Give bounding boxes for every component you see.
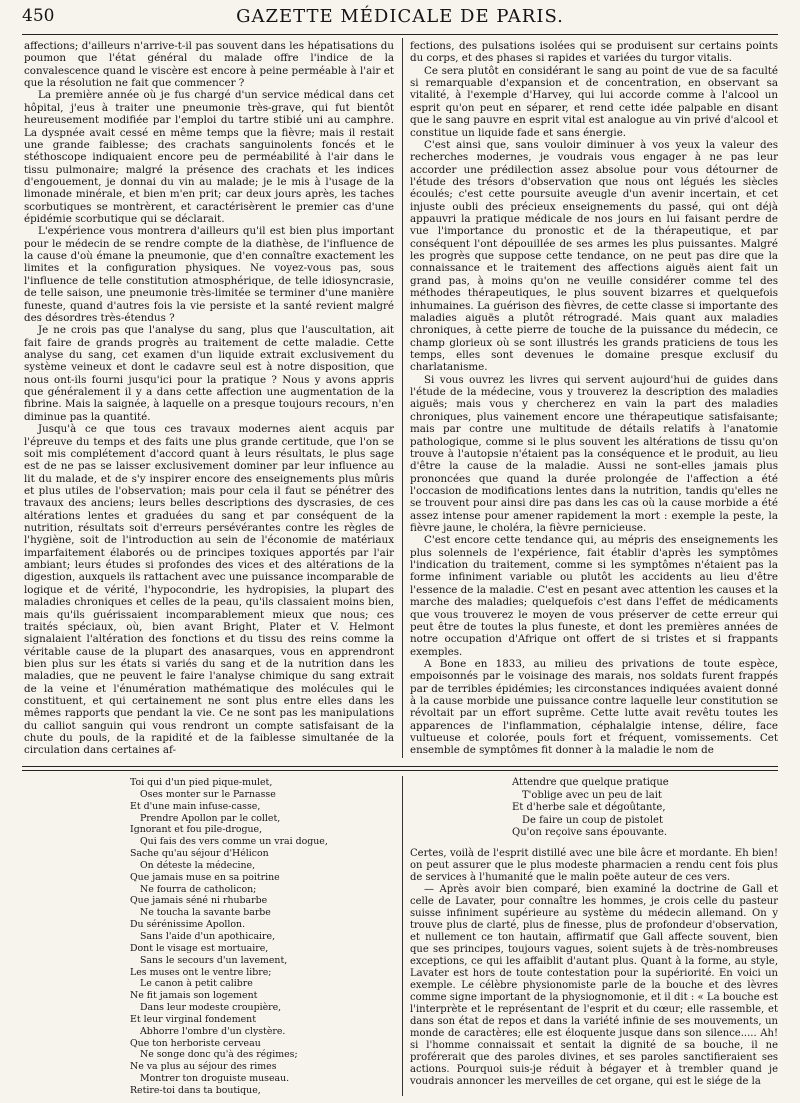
verse-line: Oses monter sur le Parnasse	[140, 788, 276, 800]
paragraph: La première année où je fus chargé d'un service médical dans cet hôpital, j'eus à traiter une pneumonie très-grave, qui fut bientôt heureusement modifiée par l'emploi du tartre stibié uni au camphre. La dyspnée avait cessé en même temps que la fièvre; mais il restait une grande faiblesse; des crachats sanguinolents foncés et le stéthoscope indiquaient encore peu de perméabilité à l'air dans le tissu pulmonaire; malgré la présence des crachats et les indices d'engouement, je donnai du vin au malade; je le mis à l'usage de la limonade minérale, et bien m'en prit; car deux jours après, les taches scorbutiques se montrèrent, et caractérisèrent le premier cas d'une épidémie scorbutique qui se déclarait.	[24, 89, 394, 226]
paragraph: — Après avoir bien comparé, bien examiné la doctrine de Gall et celle de Lavater, pour connaître les hommes, je crois celle du pasteur suisse infiniment supérieure au système du médecin allemand. On y trouve plus de clarté, plus de finesse, plus de profondeur d'observation, et nullement ce ton hautain, affirmatif que Gall affecte souvent, bien que ses principes, toujours vagues, soient sujets à de très-nombreuses exceptions, ce qui les affaiblit d'autant plus. Quant à la forme, au style, Lavater est hors de toute contestation pour la supériorité. En voici un exemple. Le célèbre physionomiste parle de la bouche et des lèvres comme signe important de la physiognomonie, et il dit : « La bouche est l'interprète et le représentant de l'esprit et du cœur; elle rassemble, et dans son état de repos et dans la variété infinie de ses mouvements, un monde de caractères; elle est éloquente jusque dans son silence..... Ah! si l'homme connaissait et sentait la dignité de sa bouche, il ne proférerait que des paroles divines, et ses paroles sanctifieraient ses actions. Pourquoi suis-je réduit à bégayer et à trembler quand je voudrais annoncer les merveilles de cet organe, qui est le siége de la	[410, 884, 778, 1087]
paragraph: Ce sera plutôt en considérant le sang au point de vue de sa faculté si remarquable d'expansion et de concentration, en observant sa vitalité, à l'exemple d'Harvey, qui lui accorde comme à l'alcool un esprit qu'on peut en séparer, et rend cette idée palpable en disant que le sang pauvre en esprit vital est analogue au vin privé d'alcool et constitue un liquide fade et sans énergie.	[410, 64, 778, 139]
verse-line: Que ton herboriste cerveau	[130, 1037, 261, 1049]
paragraph: Je ne crois pas que l'analyse du sang, plus que l'auscultation, ait fait faire de grands progrès au traitement de cette maladie. Cette analyse du sang, cet examen d'un liquide extrait exclusivement du système veineux et dont le cadavre seul est à notre disposition, que nous ont-ils fourni jusqu'ici pour la pratique ? Nous y avons appris que généralement il y a dans cette affection une augmentation de la fibrine. Mais la saignée, à laquelle on a presque toujours recours, n'en diminue pas la quantité.	[24, 324, 394, 423]
verse-line: Sans le secours d'un lavement,	[140, 954, 288, 966]
page-number: 450	[22, 6, 55, 26]
verse-line: Que jamais muse en sa poitrine	[130, 871, 280, 883]
verse-line: Du sérénissime Apollon.	[130, 919, 246, 931]
paragraph: affections; d'ailleurs n'arrive-t-il pas souvent dans les hépatisations du poumon que l'état général du malade offre l'indice de la convalescence quand le viscère est encore à peine perméable à l'air et que la résolution ne fait que commencer ?	[24, 40, 394, 90]
verse-line: Que jamais séné ni rhubarbe	[130, 895, 268, 907]
verse-line: Ne fit jamais son logement	[130, 990, 258, 1002]
paragraph: L'expérience vous montrera d'ailleurs qu'il est bien plus important pour le médecin de se rendre compte de la diathèse, de l'influence de la cause d'où émane la pneumonie, que d'en connaître exactement les limites et la configuration physiques. Ne voyez-vous pas, sous l'influence de telle constitution atmosphérique, de telle idiosyncrasie, de telle saison, une pneumonie très-limitée se terminer d'une manière funeste, quand d'autres fois la vie persiste et la santé revient malgré des désordres très-étendus ?	[24, 225, 394, 324]
feuilleton-rule-double	[22, 770, 778, 771]
poem-left-stanza	[130, 777, 390, 1097]
paragraph-text: fections, des pulsations isolées qui se produisent sur certains points du corps, et des phases si rapides et variées du turgor vitalis.	[410, 40, 778, 65]
paragraph: Jusqu'à ce que tous ces travaux modernes aient acquis par l'épreuve du temps et des faits une plus grande certitude, que l'on se soit mis complétement d'accord quant à leurs résultats, le plus sage est de ne pas se laisser exclusivement dominer par leur influence au lit du malade, et de s'y inspirer encore des enseignements plus mûris et plus utiles de l'observation; mais pour cela il faut se pénétrer des travaux des anciens; leurs belles descriptions des dyscrasies, de ces altérations lentes et graduées du sang et par conséquent de la nutrition, résultats soit d'erreurs persévérantes contre les règles de l'hygiène, soit de l'introduction au sein de l'économie de matériaux imparfaitement élaborés ou de principes toxiques apportés par l'air ambiant; leurs études si profondes des vices et des altérations de la digestion, auxquels ils rattachent avec une puissance incomparable de logique et de vérité, l'hypocondrie, les hydropisies, la plupart des maladies chroniques et celles de la peau, qu'ils classaient moins bien, mais qu'ils guérissaient incomparablement mieux que nous; ces traités spéciaux, où, bien avant Bright, Plater et V. Helmont signalaient l'altération des fonctions et du tissu des reins comme la véritable cause de la plupart des anasarques, vous en apprendront bien plus sur les états si variés du sang et de la nutrition dans les maladies, que ne peuvent le faire l'analyse chimique du sang extrait de la veine et l'énumération mathématique des molécules qui le constituent, et qui certainement ne sont plus entre elles dans les mêmes rapports que pendant la vie. Ce ne sont pas les manipulations du calliot sanguin qui vous rendront un compte satisfaisant de la chute du pouls, de la rapidité et de la faiblesse simultanée de la circulation dans certaines af-	[24, 423, 394, 757]
verse-line: Prendre Apollon par le collet,	[140, 812, 281, 824]
header-rule	[22, 34, 778, 35]
verse-line: T'oblige avec un peu de lait	[522, 789, 662, 801]
verse-line: Le canon à petit calibre	[140, 978, 253, 990]
feuilleton-rule-top	[22, 766, 778, 767]
article-left-column	[24, 40, 394, 757]
poem-right-stanza	[512, 777, 752, 840]
verse-line: Sache qu'au séjour d'Hélicon	[130, 848, 269, 860]
verse-line: Et d'herbe sale et dégoûtante,	[512, 802, 666, 814]
verse-line: Qui fais des vers comme un vrai dogue,	[140, 836, 328, 848]
verse-line: Qu'on reçoive sans épouvante.	[512, 827, 668, 839]
verse-line: Montrer ton droguiste museau.	[140, 1073, 290, 1085]
paragraph: C'est ainsi que, sans vouloir diminuer à vos yeux la valeur des recherches modernes, je voudrais vous engager à ne pas leur accorder une prédilection assez absolue pour vous détourner de l'étude des trésors d'observation que nous ont légués les siècles écoulés; c'est cette poursuite aveugle d'un avenir incertain, et cet injuste oubli des précieux enseignements du passé, qui ont déjà appauvri la pratique médicale de nos jours en lui faisant perdre de vue l'importance du pronostic et de la thérapeutique, et par conséquent l'ont dépouillée de ses armes les plus puissantes. Malgré les progrès que suppose cette tendance, on ne peut pas dire que la connaissance et le traitement des affections aiguës aient fait un grand pas, à moins qu'on ne veuille considérer comme tel des méthodes thérapeutiques, le plus souvent bizarres et quelquefois inhumaines. La guérison des fièvres, de cette classe si importante des maladies aiguës a plutôt rétrogradé. Mais quant aux maladies chroniques, à cette pierre de touche de la puissance du médecin, ce champ glorieux où se sont illustrés les grands praticiens de tous les temps, elles sont devenues le domaine presque exclusif du charlatanisme.	[410, 138, 778, 374]
verse-line: Les muses ont le ventre libre;	[130, 966, 272, 978]
verse-line: Sans l'aide d'un apothicaire,	[140, 930, 276, 942]
verse-line: Ignorant et fou pile-drogue,	[130, 824, 263, 836]
paragraph: Si vous ouvrez les livres qui servent aujourd'hui de guides dans l'étude de la médecine, vous y trouverez la description des maladies aiguës; mais vous y chercherez en vain la part des maladies chroniques, plus vainement encore une thérapeutique satisfaisante; mais par contre une multitude de détails relatifs à l'anatomie pathologique, comme si le plus souvent les altérations de tissu qu'on trouve à l'autopsie n'étaient pas la conséquence et le produit, au lieu d'être la cause de la maladie. Aussi ne sont-elles jamais plus prononcées que quand la durée prolongée de l'affection a été l'occasion de modifications lentes dans la nutrition, tandis qu'elles ne se trouvent pour ainsi dire pas dans les cas où la cause morbide a été assez intense pour amener rapidement la mort : exemple la peste, la fièvre jaune, le choléra, la fièvre pernicieuse.	[410, 373, 778, 535]
verse-line: Ne songe donc qu'à des régimes;	[140, 1049, 298, 1061]
article-right-column	[410, 40, 778, 757]
feuilleton-right-column	[410, 848, 778, 1088]
paragraph: Certes, voilà de l'esprit distillé avec une bile âcre et mordante. Eh bien! on peut assurer que le plus modeste pharmacien a rendu cent fois plus de services à l'humanité que le malin poëte auteur de ces vers.	[410, 848, 778, 883]
paragraph: A Bone en 1833, au milieu des privations de toute espèce, empoisonnés par le voisinage des marais, nos soldats furent frappés par de terribles épidémies; les circonstances indiquées avaient donné à la cause morbide une puissance contre laquelle leur constitution se révoltait par un effort suprême. Cette lutte avait revêtu toutes les apparences de l'inflammation, céphalalgie intense, délire, face vultueuse et colorée, pouls fort et fréquent, vomissements. Cet ensemble de symptômes fit donner à la maladie le nom de	[410, 657, 778, 757]
paragraph: C'est encore cette tendance qui, au mépris des enseignements les plus solennels de l'expérience, fait établir d'après les symptômes l'indication du traitement, comme si les symptômes n'étaient pas la forme infiniment variable ou plutôt les accidents au lieu d'être l'essence de la maladie. C'est en pesant avec attention les causes et la marche des maladies; quelquefois c'est dans l'effet de médicaments que vous trouverez le moyen de vous préserver de cette erreur qui peut être de toutes la plus funeste, et dont les premières années de notre occupation d'Afrique ont offert de si tristes et si frappants exemples.	[410, 534, 778, 658]
verse-line: Ne toucha la savante barbe	[140, 907, 271, 919]
verse-line: On déteste la médecine,	[140, 859, 256, 871]
verse-line: Attendre que quelque pratique	[512, 777, 669, 788]
feuilleton-column-divider	[402, 776, 403, 1096]
paragraph	[410, 40, 778, 65]
verse-line: Et d'une main infuse-casse,	[130, 800, 261, 812]
page-header	[22, 6, 778, 32]
verse-line: Retire-toi dans ta boutique,	[130, 1084, 261, 1096]
verse-line: Ne fourra de catholicon;	[140, 883, 257, 895]
journal-title: GAZETTE MÉDICALE DE PARIS.	[236, 6, 564, 27]
verse-line: Et leur virginal fondement	[130, 1013, 256, 1025]
verse-line: De faire un coup de pistolet	[522, 814, 663, 826]
column-divider	[402, 38, 403, 758]
verse-line: Ne va plus au séjour des rimes	[130, 1061, 277, 1073]
verse-line: Dont le visage est mortuaire,	[130, 942, 269, 954]
verse-line: Dans leur modeste croupière,	[140, 1002, 282, 1014]
verse-line: Abhorre l'ombre d'un clystère.	[140, 1025, 286, 1037]
verse-line: Toi qui d'un pied pique-mulet,	[130, 777, 273, 788]
